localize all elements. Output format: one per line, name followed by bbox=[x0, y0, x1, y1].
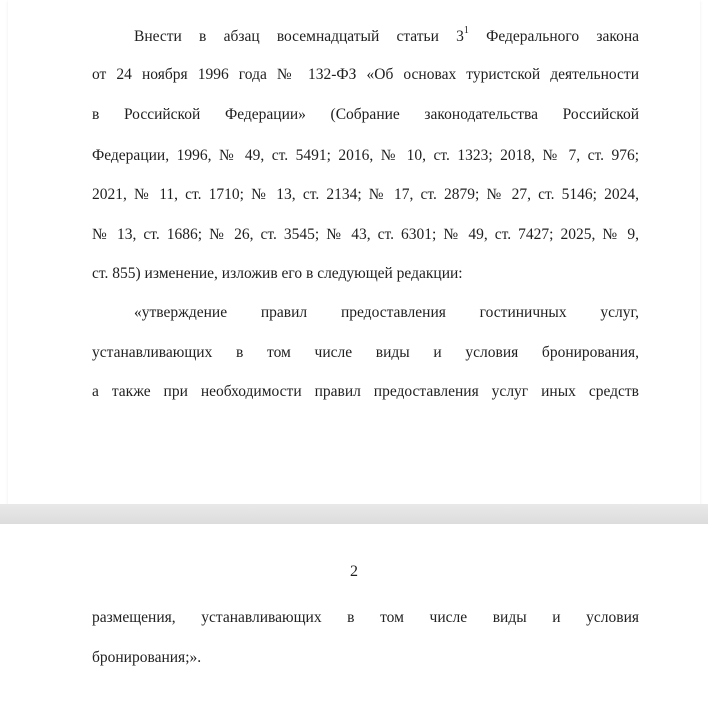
paragraph-1-line-1 bbox=[92, 24, 639, 47]
page-number: 2 bbox=[350, 563, 358, 580]
text-segment: Федерального закона bbox=[468, 28, 639, 45]
text-segment: Внести в абзац восемнадцатый статьи 3 bbox=[134, 28, 464, 45]
page-2-line-1: размещения, устанавливающих в том числе виды и условия bbox=[92, 609, 639, 626]
paragraph-2-line-1: «утверждение правил предоставления гостиничных услуг, bbox=[134, 304, 639, 321]
paragraph-1-line-3: в Российской Федерации» (Собрание законодательства Российской bbox=[92, 106, 639, 123]
paragraph-1-line-5: 2021, № 11, ст. 1710; № 13, ст. 2134; № 17, ст. 2879; № 27, ст. 5146; 2024, bbox=[92, 186, 639, 203]
paragraph-2-line-3: а также при необходимости правил предоставления услуг иных средств bbox=[92, 383, 639, 400]
page-separator bbox=[0, 504, 708, 524]
paragraph-1-line-2: от 24 ноября 1996 года № 132-ФЗ «Об основах туристской деятельности bbox=[92, 66, 639, 83]
paragraph-1-line-7: ст. 855) изменение, изложив его в следующей редакции: bbox=[92, 265, 463, 282]
paragraph-1-line-6: № 13, ст. 1686; № 26, ст. 3545; № 43, ст. 6301; № 49, ст. 7427; 2025, № 9, bbox=[92, 226, 639, 243]
paragraph-2-line-2: устанавливающих в том числе виды и условия бронирования, bbox=[92, 344, 639, 361]
paragraph-1-line-4: Федерации, 1996, № 49, ст. 5491; 2016, № 10, ст. 1323; 2018, № 7, ст. 976; bbox=[92, 147, 639, 164]
document-page-1 bbox=[8, 0, 700, 504]
page-2-line-2: бронирования;». bbox=[92, 649, 202, 666]
superscript: 1 bbox=[463, 24, 469, 36]
document-page-2 bbox=[8, 524, 700, 704]
